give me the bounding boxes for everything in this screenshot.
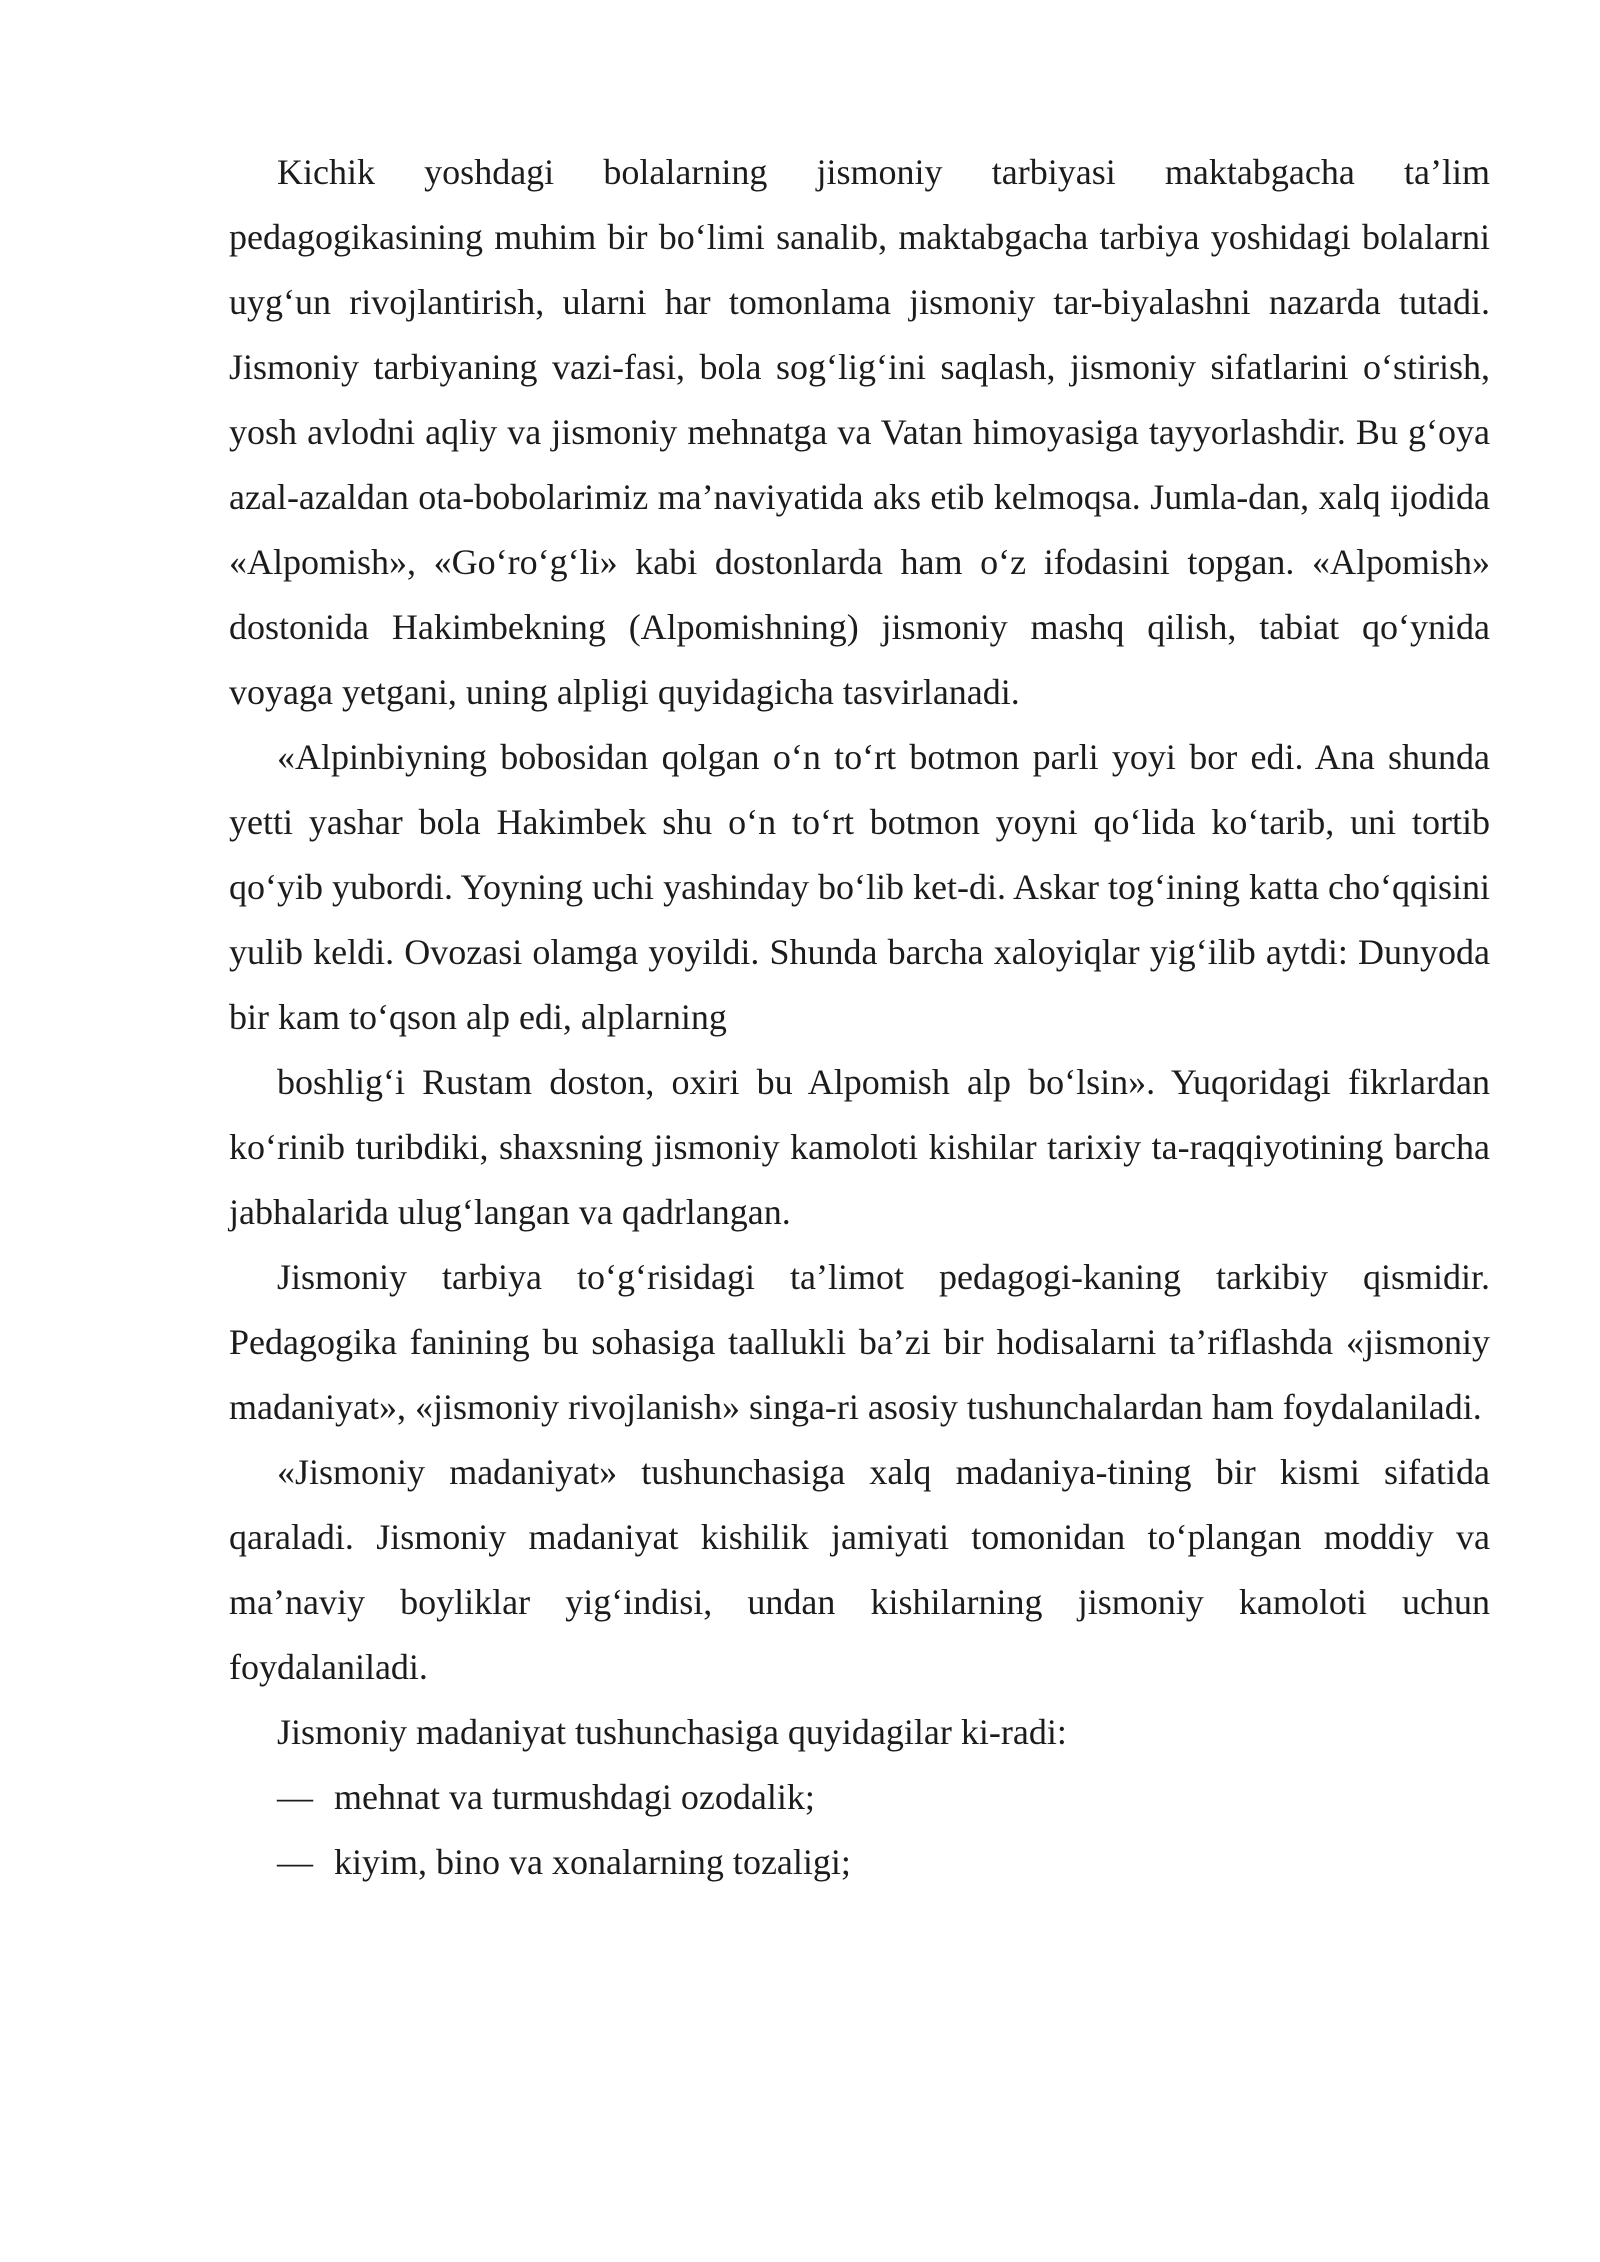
paragraph: Jismoniy madaniyat tushunchasiga quyidagilar ki-radi: <box>277 1712 1067 1752</box>
document-body <box>229 140 1490 1895</box>
paragraph: «Alpinbiyning bobosidan qolgan o‘n to‘rt botmon parli yoyi bor edi. Ana shunda yetti yashar bola Hakimbek shu o‘n to‘rt botmon yoyni qo‘lida ko‘tarib, uni tortib qo‘yib yubordi. Yoyning uchi yashinday bo‘lib ket-di. Askar tog‘ining katta cho‘qqisini yulib keldi. Ovozasi olamga yoyildi. Shunda barcha xaloyiqlar yig‘ilib aytdi: Dunyoda bir kam to‘qson alp edi, alplarning <box>229 737 1490 1037</box>
list-item <box>229 1765 1490 1830</box>
list-dash: — <box>277 1842 313 1882</box>
paragraph: Kichik yoshdagi bolalarning jismoniy tarbiyasi maktabgacha ta’lim pedagogikasining muhim bir bo‘limi sanalib, maktabgacha tarbiya yoshidagi bolalarni uyg‘un rivojlantirish, ularni har tomonlama jismoniy tar-biyalashni nazarda tutadi. Jismoniy tarbiyaning vazi-fasi, bola sog‘lig‘ini saqlash, jismoniy sifatlarini o‘stirish, yosh avlodni aqliy va jismoniy mehnatga va Vatan himoyasiga tayyorlashdir. Bu g‘oya azal-azaldan ota-bobolarimiz ma’naviyatida aks etib kelmoqsa. Jumla-dan, xalq ijodida «Alpomish», «Go‘ro‘g‘li» kabi dostonlarda ham o‘z ifodasini topgan. «Alpomish» dostonida Hakimbekning (Alpomishning) jismoniy mashq qilish, tabiat qo‘ynida voyaga yetgani, uning alpligi quyidagicha tasvirlanadi. <box>229 152 1490 712</box>
paragraph: boshlig‘i Rustam doston, oxiri bu Alpomish alp bo‘lsin». Yuqoridagi fikrlardan ko‘rinib turibdiki, shaxsning jismoniy kamoloti kishilar tarixiy ta-raqqiyotining barcha jabhalarida ulug‘langan va qadrlangan. <box>229 1062 1490 1232</box>
list-item-text: mehnat va turmushdagi ozodalik; <box>334 1777 815 1817</box>
list-dash: — <box>277 1777 313 1817</box>
list-item-text: kiyim, bino va xonalarning tozaligi; <box>334 1842 851 1882</box>
paragraph: Jismoniy tarbiya to‘g‘risidagi ta’limot pedagogi-kaning tarkibiy qismidir. Pedagogika fanining bu sohasiga taallukli ba’zi bir hodisalarni ta’riflashda «jismoniy madaniyat», «jismoniy rivojlanish» singa-ri asosiy tushunchalardan ham foydalaniladi. <box>229 1257 1490 1427</box>
list-item <box>229 1830 1490 1895</box>
paragraph: «Jismoniy madaniyat» tushunchasiga xalq madaniya-tining bir kismi sifatida qaraladi. Jismoniy madaniyat kishilik jamiyati tomonidan to‘plangan moddiy va ma’naviy boyliklar yig‘indisi, undan kishilarning jismoniy kamoloti uchun foydalaniladi. <box>229 1452 1490 1687</box>
